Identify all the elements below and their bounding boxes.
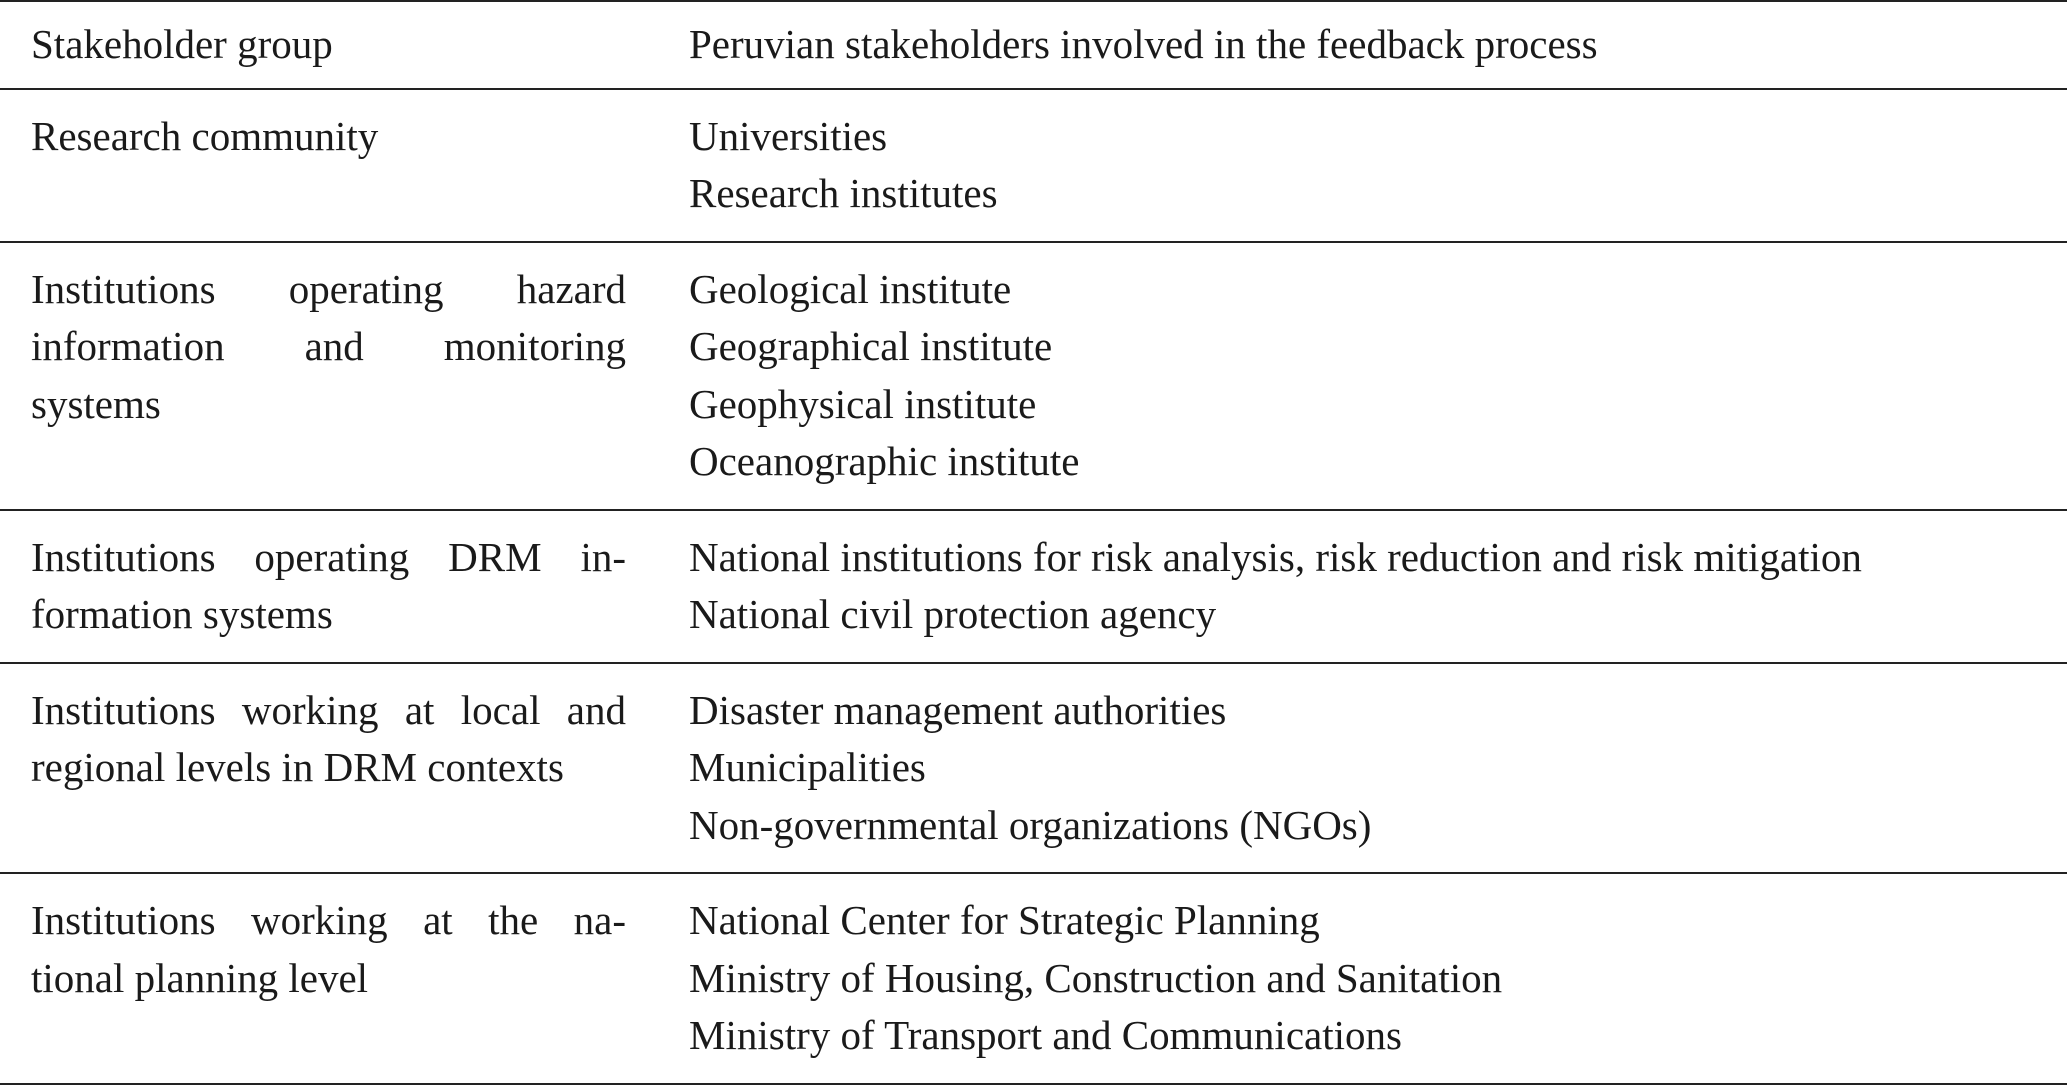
stakeholder-item: Municipalities (689, 744, 926, 790)
stakeholders-cell (689, 664, 2067, 873)
stakeholder-item: Ministry of Housing, Construction and Sanitation (689, 954, 1503, 1001)
stakeholders-cell (689, 243, 2067, 509)
stakeholder-item: Non-governmental organizations (NGOs) (689, 801, 1372, 848)
stakeholders-cell (689, 874, 2067, 1083)
table-row (0, 511, 2067, 664)
stakeholder-item: National Center for Strategic Planning (689, 897, 1320, 943)
group-line: Institutions working at local and regional levels in DRM contexts (31, 686, 626, 790)
group-line: Institutions operating hazard information and monitoring systems (31, 265, 626, 427)
stakeholder-group-cell (31, 511, 626, 662)
header-stakeholder-group: Stakeholder group (31, 21, 333, 67)
stakeholder-item: Geographical institute (689, 323, 1053, 369)
table-row (0, 664, 2067, 875)
table-header-row (0, 2, 2067, 90)
group-line: Research community (31, 112, 379, 159)
stakeholder-item: Research institutes (689, 170, 998, 216)
stakeholders-cell (689, 90, 2067, 241)
group-line: Institutions working at the na- (31, 897, 626, 943)
table-row (0, 243, 2067, 511)
stakeholder-group-cell (31, 90, 626, 241)
stakeholder-group-cell (31, 874, 626, 1083)
stakeholder-item: Geological institute (689, 265, 1012, 312)
stakeholder-item: Geophysical institute (689, 380, 1037, 427)
stakeholders-cell (689, 511, 2067, 662)
table-row (0, 874, 2067, 1083)
stakeholder-group-cell (31, 243, 626, 509)
stakeholder-item: Ministry of Transport and Communications (689, 1012, 1402, 1058)
stakeholder-item: National civil protection agency (689, 591, 1217, 637)
group-line: tional planning level (31, 954, 369, 1001)
stakeholder-group-cell (31, 664, 626, 873)
group-line: formation systems (31, 591, 333, 637)
stakeholder-item: Universities (689, 112, 888, 159)
stakeholder-item: National institutions for risk analysis, risk reduction and risk mitigation (689, 533, 1862, 580)
table-row (0, 90, 2067, 243)
stakeholder-item: Oceanographic institute (689, 438, 1080, 484)
header-peruvian-stakeholders: Peruvian stakeholders involved in the feedback process (689, 21, 1598, 67)
group-line: Institutions operating DRM in- (31, 533, 626, 580)
stakeholder-item: Disaster management authorities (689, 686, 1227, 733)
